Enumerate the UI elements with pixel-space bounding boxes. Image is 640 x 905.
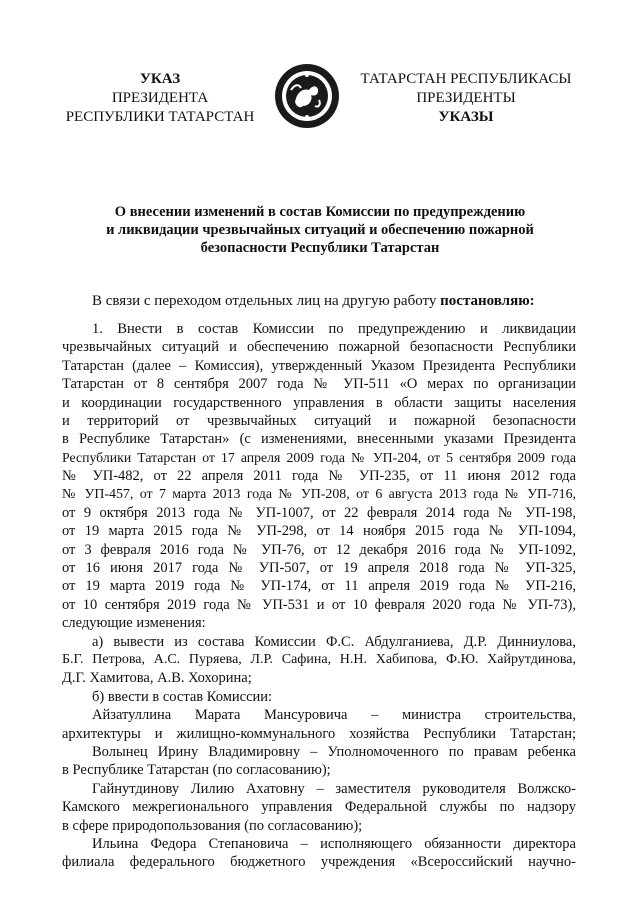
header-left-block [60, 70, 260, 127]
body-line: а) вывести из состава Комиссии Ф.С. Абдулганиева, Д.Р. Динниулова, [92, 633, 576, 650]
header-left-line: ПРЕЗИДЕНТА [111, 90, 209, 106]
document-title [70, 203, 570, 257]
body-line: Айзатуллина Марата Мансуровича – министра строительства, [92, 707, 576, 724]
title-line: и ликвидации чрезвычайных ситуаций и обеспечению пожарной [106, 222, 534, 238]
body-line: Татарстан от 8 сентября 2007 года № УП-511 «О мерах по организации [62, 376, 576, 393]
title-line: безопасности Республики Татарстан [200, 240, 440, 256]
body-line: от 10 сентября 2019 года № УП-531 и от 10 февраля 2020 года № УП-73), [62, 596, 576, 613]
body-line: от 9 октября 2013 года № УП-1007, от 22 февраля 2014 года № УП-198, [62, 504, 576, 521]
intro-text: В связи с переходом отдельных лиц на другую работу [92, 293, 441, 309]
body-line: архитектуры и жилищно-коммунального хозяйства Республики Татарстан; [62, 725, 576, 742]
body-line: и координации государственного управления в области защиты населения [62, 394, 576, 411]
header-right-line: ТАТАРСТАН РЕСПУБЛИКАСЫ [360, 71, 572, 87]
body-line: № УП-482, от 22 апреля 2011 года № УП-235, от 11 июня 2012 года [62, 468, 576, 485]
body-line: чрезвычайных ситуаций и обеспечению пожарной безопасности Республики [62, 339, 576, 356]
document-header [0, 70, 640, 160]
document-body [62, 320, 576, 872]
body-line: в Республике Татарстан (по согласованию); [62, 762, 331, 779]
body-line: № УП-457, от 7 марта 2013 года № УП-208, от 6 августа 2013 года № УП-716, [62, 486, 576, 502]
title-line: О внесении изменений в состав Комиссии по предупреждению [114, 204, 526, 220]
body-line: от 19 марта 2019 года № УП-174, от 11 апреля 2019 года № УП-216, [62, 578, 576, 595]
header-right-line: УКАЗЫ [438, 109, 494, 125]
body-line: Б.Г. Петрова, А.С. Пуряева, Л.Р. Сафина, Н.Н. Хабипова, Ф.Ю. Хайрутдинова, [62, 652, 576, 668]
body-line: Татарстан (далее – Комиссия), утвержденный Указом Президента Республики [62, 357, 576, 374]
body-line: Д.Г. Хамитова, А.В. Хохорина; [62, 670, 252, 687]
intro-paragraph [92, 292, 535, 310]
header-right-line: ПРЕЗИДЕНТЫ [416, 90, 516, 106]
header-left-line: РЕСПУБЛИКИ ТАТАРСТАН [65, 109, 255, 125]
body-line: б) ввести в состав Комиссии: [92, 688, 273, 705]
body-line: в Республике Татарстан» (с изменениями, внесенными указами Президента [62, 431, 576, 448]
header-left-line: УКАЗ [139, 71, 181, 87]
body-line: филиала федерального бюджетного учреждения «Всероссийский научно- [62, 854, 576, 871]
body-line: в сфере природопользования (по согласованию); [62, 817, 363, 834]
tatarstan-coat-of-arms-icon [273, 62, 341, 130]
body-line: 1. Внести в состав Комиссии по предупреждению и ликвидации [92, 321, 576, 337]
body-line: Республики Татарстан от 17 апреля 2009 года № УП-204, от 5 сентября 2009 года [62, 449, 576, 465]
body-line: от 19 марта 2015 года № УП-298, от 14 ноября 2015 года № УП-1094, [62, 523, 576, 540]
body-line: Ильина Федора Степановича – исполняющего обязанности директора [92, 835, 576, 852]
body-line: Камского межрегионального управления Федеральной службы по надзору [62, 799, 576, 816]
intro-bold-verb: постановляю: [440, 293, 535, 309]
body-line: следующие изменения: [62, 615, 206, 632]
body-line: Гайнутдинову Лилию Ахатовну – заместителя руководителя Волжско- [92, 780, 576, 797]
body-line: и территорий от чрезвычайных ситуаций и пожарной безопасности [62, 412, 576, 429]
body-line: от 3 февраля 2016 года № УП-76, от 12 декабря 2016 года № УП-1092, [62, 541, 576, 558]
header-right-block [346, 70, 586, 127]
body-line: Волынец Ирину Владимировну – Уполномоченного по правам ребенка [92, 743, 576, 760]
body-line: от 16 июня 2017 года № УП-507, от 19 апреля 2018 года № УП-325, [62, 560, 576, 577]
